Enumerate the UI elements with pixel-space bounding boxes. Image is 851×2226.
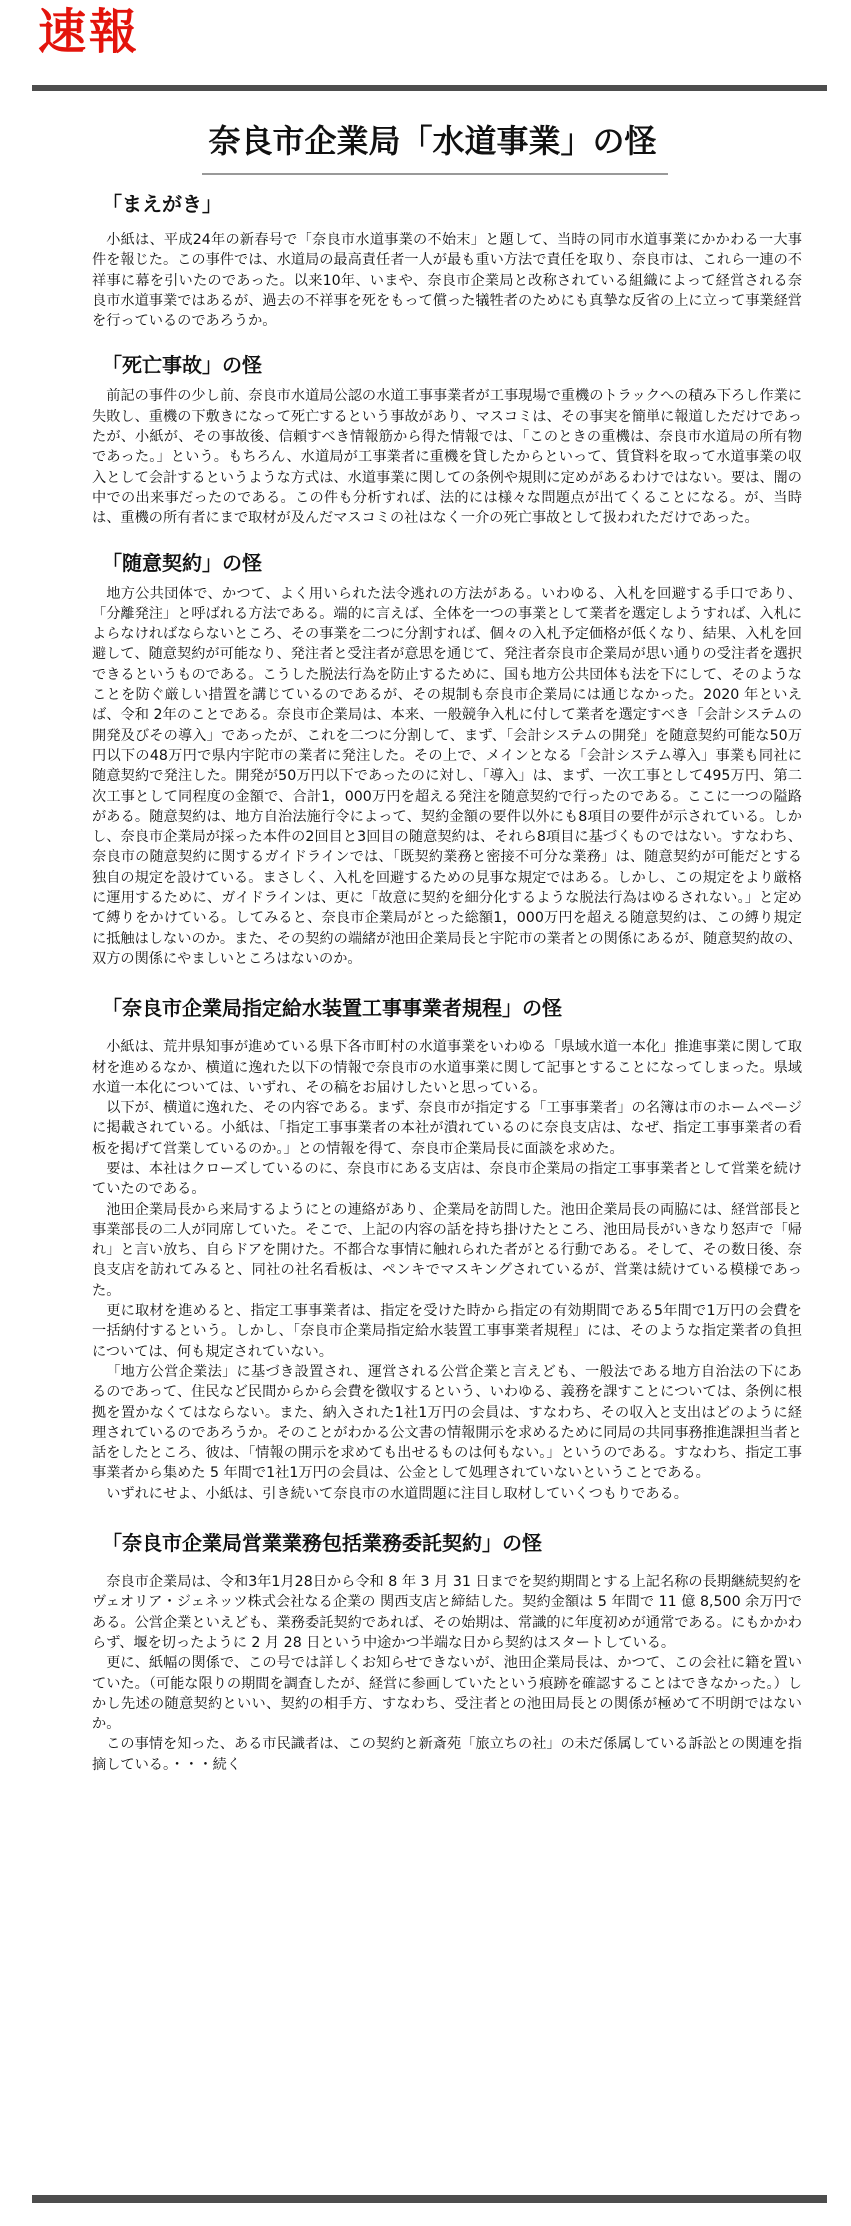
section-negotiated-contract xyxy=(92,550,802,970)
paragraph: 更に取材を進めると、指定工事事業者は、指定を受けた時から指定の有効期間である5年間で1万円の会費を一括納付するという。しかし、「奈良市企業局指定給水装置工事事業者規程」には、そのような指定業者の負担については、何も規定されていない。 xyxy=(92,1303,802,1360)
section-outsourcing-contract xyxy=(92,1530,802,1775)
paragraph: 池田企業局長から来局するようにとの連絡があり、企業局を訪問した。池田企業局長の両脇には、経営部長と事業部長の二人が同席していた。そこで、上記の内容の話を持ち掛けたところ、池田局長がいきなり怒声で「帰れ」と言い放ち、自らドアを開けた。不都合な事情に触れられた者がとる行動である。そして、その数日後、奈良支店を訪れてみると、同社の社名看板は、ペンキでマスキングされているが、営業は続けている模様であった。 xyxy=(92,1201,802,1299)
section-preface xyxy=(92,191,802,331)
section-heading: 「奈良市企業局指定給水装置工事事業者規程」の怪 xyxy=(102,996,562,1021)
paragraph: この事情を知った、ある市民識者は、この契約と新斎苑「旅立ちの社」の未だ係属している訴訟との関連を指摘している。・・・続く xyxy=(92,1736,802,1773)
title-underline xyxy=(202,173,668,175)
section-heading: 「随意契約」の怪 xyxy=(102,550,262,575)
section-heading: 「奈良市企業局営業業務包括業務委託契約」の怪 xyxy=(102,1531,542,1556)
article-body xyxy=(92,186,802,1775)
paragraph: 「地方公営企業法」に基づき設置され、運営される公営企業と言えども、一般法である地方自治法の下にあるのであって、住民など民間からから会費を徴収するという、いわゆる、義務を課すことについては、条例に根拠を置かなくてはならない。また、納入された1社1万円の会員は、すなわち、その収入と支出はどのように経理されているのであろうか。そのことがわかる公文書の情報開示を求めるために同局の共同事務推進課担当者と話をしたところ、彼は、「情報の開示を求めても出せるものは何もない。」というのである。すなわち、指定工事事業者から集めた 5 年間で1社1万円の会員は、公金として処理されていないということである。 xyxy=(92,1363,802,1482)
paragraph: 小紙は、平成24年の新春号で「奈良市水道事業の不始末」と題して、当時の同市水道事業にかかわる一大事件を報じた。この事件では、水道局の最高責任者一人が最も重い方法で責任を取り、奈良市は、これら一連の不祥事に幕を引いたのであった。以来10年、いまや、奈良市企業局と改称されている組織によって経営される奈良市水道事業ではあるが、過去の不祥事を死をもって償った犠牲者のためにも真摯な反省の上に立って事業経営を行っているのであろうか。 xyxy=(92,232,802,330)
article-title: 奈良市企業局「水道事業」の怪 xyxy=(208,122,657,160)
paragraph: 前記の事件の少し前、奈良市水道局公認の水道工事事業者が工事現場で重機のトラックへの積み下ろし作業に失敗し、重機の下敷きになって死亡するという事故があり、マスコミは、その事実を簡単に報道しただけであったが、小紙が、その事故後、信頼すべき情報筋から得た情報では、「このときの重機は、奈良市水道局の所有物であった。」という。もちろん、水道局が工事業者に重機を貸したからといって、賃貸料を取って水道事業の収入として会計するというような方式は、水道事業に関しての条例や規則に定めがあるわけではない。要は、闇の中での出来事だったのである。この件も分析すれば、法的には様々な問題点が出てくることになる。が、当時は、重機の所有者にまで取材が及んだマスコミの社はなく一介の死亡事故として扱われただけであった。 xyxy=(92,388,802,527)
paragraph: 小紙は、荒井県知事が進めている県下各市町村の水道事業をいわゆる「県域水道一本化」推進事業に関して取材を進めるなか、横道に逸れた以下の情報で奈良市の水道事業に関して記事とすることになってしまった。県域水道一本化については、いずれ、その稿をお届けしたいと思っている。 xyxy=(92,1039,802,1096)
top-divider xyxy=(32,85,827,91)
section-contractor-rules xyxy=(92,995,802,1504)
section-fatal-accident xyxy=(92,352,802,528)
paragraph: 更に、紙幅の関係で、この号では詳しくお知らせできないが、池田企業局長は、かつて、この会社に籍を置いていた。（可能な限りの期間を調査したが、経営に参画していたという痕跡を確認することはできなかった。）しかし先述の随意契約といい、契約の相手方、すなわち、受注者との池田局長との関係が極めて不明朗ではないか。 xyxy=(92,1655,802,1733)
section-heading: 「まえがき」 xyxy=(102,192,222,216)
paragraph: 以下が、横道に逸れた、その内容である。まず、奈良市が指定する「工事事業者」の名簿は市のホームページに掲載されている。小紙は、「指定工事事業者の本社が潰れているのに奈良支店は、なぜ、指定工事事業者の看板を掲げて営業しているのか。」との情報を得て、奈良市企業局長に面談を求めた。 xyxy=(92,1100,802,1157)
bottom-divider xyxy=(32,2195,827,2203)
paragraph: 地方公共団体で、かつて、よく用いられた法令逃れの方法がある。いわゆる、入札を回避する手口であり、「分離発注」と呼ばれる方法である。端的に言えば、全体を一つの事業として業者を選定しようすれば、入札によらなければならないところ、その事業を二つに分割すれば、個々の入札予定価格が低くなり、結果、入札を回避して、随意契約が可能なり、発注者と受注者が意思を通じて、発注者奈良市企業局が思い通りの受注者を選択できるというものである。こうした脱法行為を防止するために、国も地方公共団体も法を下にして、そのようなことを防ぐ厳しい措置を講じているのであるが、その規制も奈良市企業局には通じなかった。2020 年といえば、令和 2年のことである。奈良市企業局は、本来、一般競争入札に付して業者を選定すべき「会計システムの開発及びその導入」であったが、これを二つに分割して、まず、「会計システムの開発」を随意契約可能な50万円以下の48万円で県内宇陀市の業者に発注した。その上で、メインとなる「会計システム導入」事業も同社に随意契約で発注した。開発が50万円以下であったのに対し、「導入」は、まず、一次工事として495万円、第二次工事として同程度の金額で、合計1，000万円を超える発注を随意契約で行ったのである。ここに一つの隘路がある。随意契約は、地方自治法施行令によって、契約金額の要件以外にも8項目の要件が示されている。しかし、奈良市企業局が採った本件の2回目と3回目の随意契約は、それら8項目に基づくものではない。すなわち、奈良市の随意契約に関するガイドラインでは、「既契約業務と密接不可分な業務」は、随意契約が可能だとする独自の規定を設けている。まさしく、入札を回避するための見事な規定ではある。しかし、この規定をより厳格に運用するために、ガイドラインは、更に「故意に契約を細分化するような脱法行為はゆるされない。」と定めて縛りをかけている。してみると、奈良市企業局がとった総額1，000万円を超える随意契約は、この縛り規定に抵触はしないのか。また、その契約の端緒が池田企業局長と宇陀市の業者との関係にあるが、随意契約故の、双方の関係にやましいところはないのか。 xyxy=(92,585,802,967)
paragraph: いずれにせよ、小紙は、引き続いて奈良市の水道問題に注目し取材していくつもりである。 xyxy=(106,1485,688,1502)
section-heading: 「死亡事故」の怪 xyxy=(102,353,262,378)
breaking-news-label: 速報 xyxy=(38,4,141,60)
paragraph: 奈良市企業局は、令和3年1月28日から令和 8 年 3 月 31 日までを契約期間とする上記名称の長期継続契約をヴェオリア・ジェネッツ株式会社なる企業の 関西支店と締結した。契約金額は 5 年間で 11 億 8,500 余万円である。公営企業といえども、業務委託契約であれば、その始期は、常識的に年度初めが通常である。にもかかわらず、堰を切ったように 2 月 28 日という中途かつ半端な日から契約はスタートしている。 xyxy=(92,1574,802,1651)
paragraph: 要は、本社はクローズしているのに、奈良市にある支店は、奈良市企業局の指定工事事業者として営業を続けていたのである。 xyxy=(92,1160,802,1198)
